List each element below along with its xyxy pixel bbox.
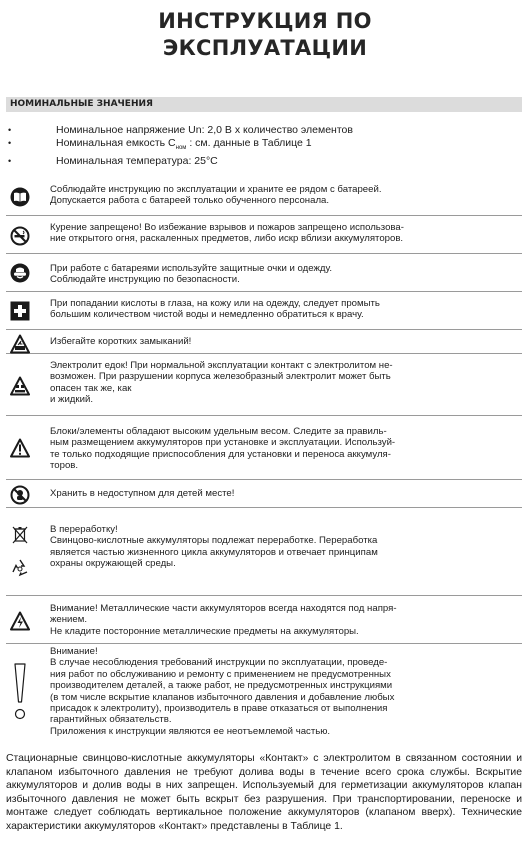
warning-text: Хранить в недоступном для детей месте! — [50, 488, 235, 499]
general-warning-icon — [10, 438, 30, 458]
warning-item — [6, 218, 522, 254]
warning-item — [6, 294, 522, 330]
warning-text: Электролит едок! При нормальной эксплуатации контакт с электролитом не- возможен. При разрушении корпуса железобразный электролит может быть опасен так же, как и жидкий. — [50, 360, 393, 406]
warning-item — [6, 482, 522, 508]
crossed-bin-icon — [10, 524, 30, 544]
warning-item — [6, 510, 522, 596]
warning-text: Блоки/элементы обладают высоким удельным весом. Следите за правиль- ным размещением аккумуляторов при установке и эксплуатации. Используй- те только подходящие приспособления для установки и переноса аккумуля- торов. — [50, 426, 396, 472]
goggles-icon — [10, 263, 30, 283]
manual-book-icon — [10, 187, 30, 207]
corrosive-warning-icon — [10, 376, 30, 396]
title-line-1: ИНСТРУКЦИЯ ПО — [158, 9, 372, 33]
first-aid-icon — [10, 301, 30, 321]
warning-text: При работе с батареями используйте защитные очки и одежду. Соблюдайте инструкцию по безопасности. — [50, 263, 333, 286]
warning-item — [6, 356, 522, 416]
rating-capacity-suffix: : см. данные в Таблице 1 — [186, 137, 312, 149]
rating-temperature: • Номинальная температура: 25°С — [8, 155, 518, 168]
warning-item — [6, 598, 522, 644]
warning-item — [6, 182, 522, 216]
warning-item — [6, 646, 522, 742]
title-line-2: ЭКСПЛУАТАЦИИ — [162, 36, 368, 60]
warning-text: Внимание! Металлические части аккумуляторов всегда находятся под напря- жением. Не кладите посторонние металлические предметы на аккумуляторы. — [50, 603, 397, 637]
no-smoking-icon — [10, 226, 30, 246]
page-title — [0, 8, 530, 62]
recycle-icon — [10, 558, 30, 578]
warning-item — [6, 418, 522, 480]
rating-capacity-prefix: Номинальная емкость C — [56, 137, 176, 149]
warning-text: Избегайте коротких замыканий! — [50, 336, 192, 347]
electric-hazard-icon — [10, 611, 30, 631]
section-heading: НОМИНАЛЬНЫЕ ЗНАЧЕНИЯ — [6, 97, 522, 112]
warning-text: Курение запрещено! Во избежание взрывов и пожаров запрещено использова- ние открытого огня, раскаленных предметов, либо искр вблизи аккумуляторов. — [50, 222, 404, 245]
warning-text: В переработку! Свинцово-кислотные аккумуляторы подлежат переработке. Переработка является частью жизненного цикла аккумуляторов и отвечает принципам охраны окружающей среды. — [50, 524, 378, 570]
no-children-icon — [10, 485, 30, 505]
ratings-list — [8, 124, 518, 168]
short-circuit-warning-icon — [10, 334, 30, 354]
exclamation-icon — [10, 662, 30, 722]
warning-item — [6, 256, 522, 292]
warning-item — [6, 332, 522, 354]
warning-text: Соблюдайте инструкцию по эксплуатации и храните ее рядом с батареей. Допускается работа с батареей только обученного персонала. — [50, 184, 382, 207]
rating-capacity — [8, 137, 518, 155]
warning-text: При попадании кислоты в глаза, на кожу или на одежду, следует промыть большим количеством чистой воды и немедленно обратиться к врачу. — [50, 298, 380, 321]
rating-capacity-sub: ном — [175, 145, 187, 152]
rating-voltage: • Номинальное напряжение Un: 2,0 В x количество элементов — [8, 124, 518, 137]
warning-text: Внимание! В случае несоблюдения требований инструкции по эксплуатации, проведе- ния работ по обслуживанию и ремонту с применением не предусмотренных производителем деталей, а также работ, не предусмотренных инструкциями (в том числе вскрытие клапанов избыточного давления и добавление любых присадок к электролиту), производитель в праве отказаться от выполнения гарантийных обязательств. Приложения к инструкции являются ее неотъемлемой частью. — [50, 646, 395, 737]
footer-paragraph: Стационарные свинцово-кислотные аккумуляторы «Контакт» с электролитом в связанном состоянии и клапаном избыточного давления не требуют долива воды в течение всего срока службы. Вскрытие аккумуляторов и долив воды в них запрещен. Используемый для герметизации аккумуляторов клапан избыточного давления не может быть вскрыт без разрушения. При транспортировании, переноске и монтаже следует соблюдать вертикальное положение аккумуляторов (клапаном вверх). Технические характеристики аккумуляторов «Контакт» представлены в Таблице 1. — [6, 753, 522, 832]
